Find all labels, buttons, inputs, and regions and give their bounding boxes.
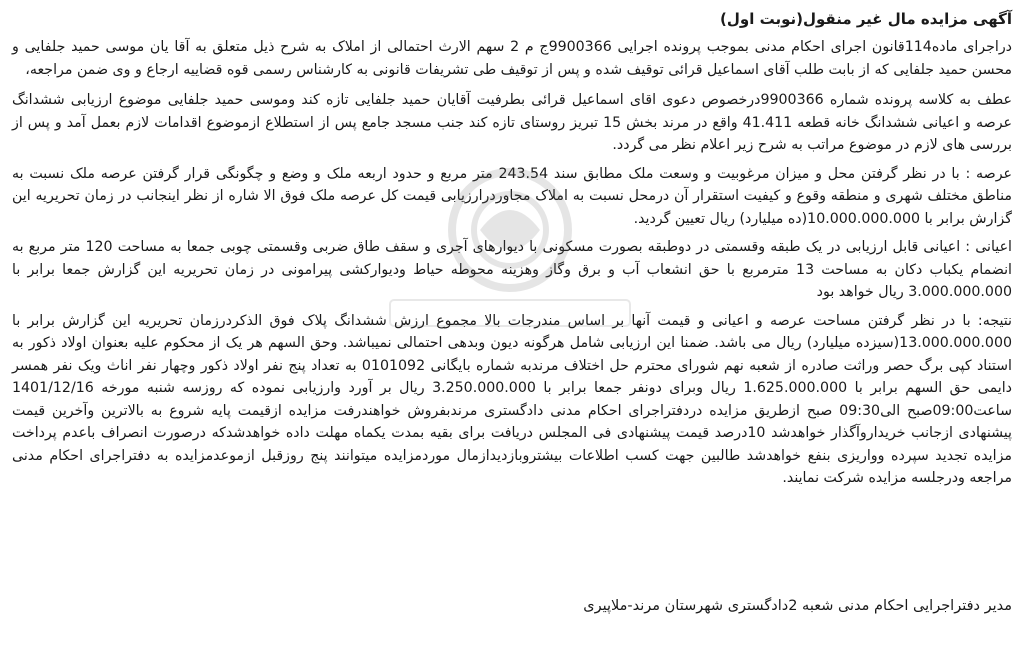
notice-paragraph-intro: دراجرای ماده114قانون اجرای احکام مدنی بموجب پرونده اجرایی 9900366ج م 2 سهم الارث احتمالی از املاک به شرح ذیل متعلق به آقا یان موسی حمید جلفایی و محسن حمید جلفایی که از بابت طلب آقای اسماعیل قرائی توقیف شده و پس از توقیف طی تشریفات قانونی به کارشناس رسمی قوه قضاییه ارجاع و وی ضمن مراجعه، xyxy=(12,39,1012,78)
notice-paragraph-land: عرصه : با در نظر گرفتن محل و میزان مرغوبیت و وسعت ملک مطابق سند 243.54 متر مربع و حدود اربعه ملک و وضع و چگونگی قرار گرفتن عرصه ملک نسبت به مناطق مختلف شهری و منطقه وقوع و کیفیت استقرار آن درمحل نسبت به املاک مجاوردرارزیابی قیمت کل عرصه ملک فوق الا شاره از نظر اینجانب در زمان تحریریه این گزارش برابر با 10.000.000.000(ده میلیارد) ریال تعیین گردید. xyxy=(12,165,1012,227)
notice-title: آگهی مزایده مال غیر منقول(نوبت اول) xyxy=(720,10,1012,28)
notice-paragraph-result: نتیجه: با در نظر گرفتن مساحت عرصه و اعیانی و قیمت آنها بر اساس مندرجات بالا مجموع ارزش ششدانگ پلاک فوق الذکردرزمان تحریریه این گزارش برابر با 13.000.000.000(سیزده میلیارد) ریال می باشد. ضمنا این ارزیابی شامل هرگونه دیون وبدهی احتمالی نمیباشد. وحق السهم هر یک از محکوم علیه بعنوان اولاد ذکور به استناد کپی برگ حصر وراثت صادره از شعبه نهم شورای محترم حل اختلاف مرندبه شماره بایگانی 0101092 به تعداد پنج نفر اولاد ذکور وچهار نفر اناث ویک نفر همسر دایمی حق السهم برابر با 1.625.000.000 ریال وبرای دونفر جمعا برابر با 3.250.000.000 ریال بر آورد وارزیابی نموده که روزسه شنبه مورخه 1401/12/16 ساعت09:00صبح الی09:30 صبح ازطریق مزایده دردفتراجرای احکام مدنی دادگستری مرندبفروش خواهندرفت مزایده ازقیمت پایه شروع به بالاترین وآخرین قیمت پیشنهادی ازجانب خریداروآگذار خواهدشد 10درصد قیمت پیشنهادی فی المجلس دریافت برای بقیه بمدت یکماه مهلت داده خواهدشدکه درصورت انصراف باعدم پرداخت مزایده تجدید سپرده وواریزی بنفع خواهدشد طالبین جهت کسب اطلاعات بیشتروبازدیدازمال موردمزایده میتوانند پنج روزقبل ازموعدمزایده به دفتراجرای احکام مدنی مراجعه ودرجلسه مزایده شرکت نمایند. xyxy=(12,312,1012,486)
notice-paragraph-building: اعیانی : اعیانی قابل ارزیابی در یک طبقه وقسمتی در دوطبقه بصورت مسکونی با دیوارهای آجری و سقف طاق ضربی وقسمتی چوبی جمعا به مساحت 120 متر مربع به انضمام یکباب دکان به مساحت 13 مترمربع با حق انشعاب آب و برق وگاز وهزینه محوطه حیاط ودیوارکشی پیرامونی در زمان تحریریه این گزارش جمعا برابر با 3.000.000.000 ریال خواهد بود xyxy=(12,239,1012,300)
notice-signature: مدیر دفتراجرایی احکام مدنی شعبه 2دادگستری شهرستان مرند-ملاپیری xyxy=(583,598,1012,614)
notice-paragraph-case: عطف به کلاسه پرونده شماره 9900366درخصوص دعوی اقای اسماعیل قرائی بطرفیت آقایان حمید جلفایی تازه کند وموسی حمید جلفایی موضوع ارزیابی ششدانگ عرصه و اعیانی ششدانگ خانه قطعه 41.411 واقع در مرند بخش 15 تبریز روستای تازه کند جنب مسجد جامع پس از استطلاع ازموضوع اقدامات لازم بعمل آمد و پس از بررسی های لازم در موضوع مراتب به شرح زیر اعلام نظر می گردد. xyxy=(12,92,1012,153)
